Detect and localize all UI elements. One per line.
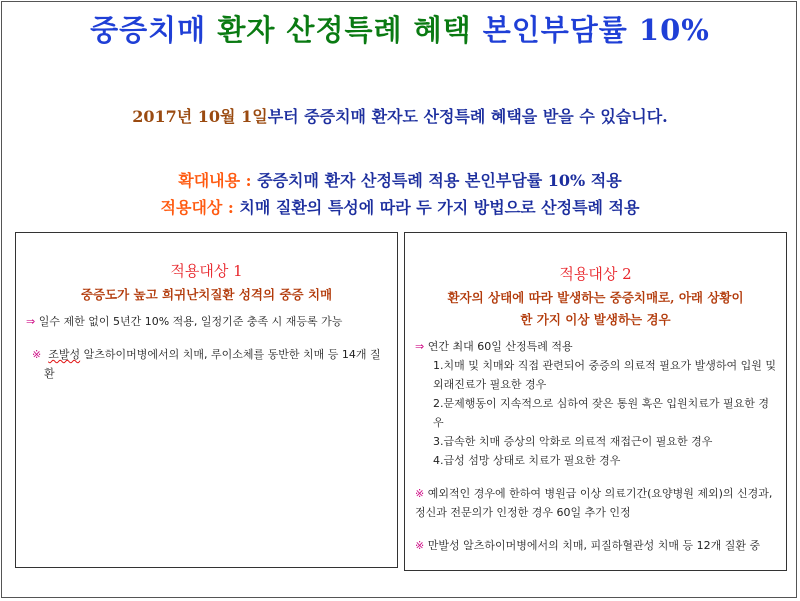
target-2-item-4: 4.급성 섬망 상태로 치료가 필요한 경우 <box>433 454 621 467</box>
scope-text: 중증치매 환자 산정특례 적용 본인부담률 10% 적용 <box>251 171 622 190</box>
target-2-lead <box>415 337 776 356</box>
target-2-subtitle-line1: 환자의 상태에 따라 발생하는 중증치매로, 아래 상황이 <box>447 290 744 305</box>
arrow-icon: ⇒ <box>415 340 425 353</box>
target-line <box>0 195 800 218</box>
note-mark-icon: ※ <box>32 348 42 361</box>
scope-label: 확대내용 : <box>178 171 252 190</box>
target-2-body <box>405 331 786 555</box>
target-1-subtitle: 중증도가 높고 희귀난치질환 성격의 중증 치매 <box>80 287 333 302</box>
target-2-item-3: 3.급속한 치매 증상의 악화로 의료적 재접근이 필요한 경우 <box>433 435 713 448</box>
target-2-note-2-text: 만발성 알츠하이머병에서의 치매, 피질하혈관성 치매 등 12개 질환 중 <box>424 539 761 552</box>
page-title <box>0 8 800 49</box>
note-mark-icon: ※ <box>415 539 425 552</box>
target-text: 치매 질환의 특성에 따라 두 가지 방법으로 산정특례 적용 <box>233 198 640 217</box>
arrow-icon: ⇒ <box>26 315 36 328</box>
subtitle-date: 2017년 10월 1일 <box>132 107 268 126</box>
target-2-lead-text: 연간 최대 60일 산정특례 적용 <box>424 340 573 353</box>
title-part-copay-rate: 본인부담률 10% <box>482 13 710 47</box>
title-part-patient-special: 환자 산정특례 <box>217 13 403 47</box>
target-label: 적용대상 : <box>160 198 234 217</box>
target-1-item-text: 일수 제한 없이 5년간 10% 적용, 일정기준 충족 시 재등록 가능 <box>35 315 343 328</box>
title-part-severe-dementia: 중증치매 <box>90 13 207 47</box>
target-1-item <box>26 312 387 331</box>
target-1-box <box>15 232 398 568</box>
target-2-box <box>404 232 787 571</box>
target-2-title: 적용대상 2 <box>559 265 632 283</box>
target-1-body <box>16 306 397 383</box>
target-1-note-text: 알츠하이머병에서의 치매, 루이소체를 동반한 치매 등 14개 질환 <box>44 348 381 380</box>
target-2-item-2: 2.문제행동이 지속적으로 심하여 잦은 통원 혹은 입원치료가 필요한 경우 <box>433 397 769 429</box>
subtitle-text: 부터 중증치매 환자도 산정특례 혜택을 받을 수 있습니다. <box>267 107 668 126</box>
target-2-note-2 <box>415 536 776 555</box>
subtitle <box>0 104 800 127</box>
scope-line <box>0 168 800 191</box>
target-1-note-underlined: 조발성 <box>48 348 81 361</box>
target-1-title: 적용대상 1 <box>170 262 243 280</box>
title-part-benefit: 혜택 <box>413 13 472 47</box>
note-mark-icon: ※ <box>415 487 425 500</box>
target-2-note-1 <box>415 484 776 522</box>
target-2-subtitle-line2: 한 가지 이상 발생하는 경우 <box>520 312 671 327</box>
target-2-subtitle <box>405 287 786 331</box>
target-2-item-1: 1.치매 및 치매와 직접 관련되어 중증의 의료적 필요가 발생하여 입원 및 외래진료가 필요한 경우 <box>433 359 776 391</box>
target-2-note-1-text: 예외적인 경우에 한하여 병원급 이상 의료기간(요양병원 제외)의 신경과,정신과 전문의가 인정한 경우 60일 추가 인정 <box>415 487 773 519</box>
target-1-note <box>26 345 387 383</box>
